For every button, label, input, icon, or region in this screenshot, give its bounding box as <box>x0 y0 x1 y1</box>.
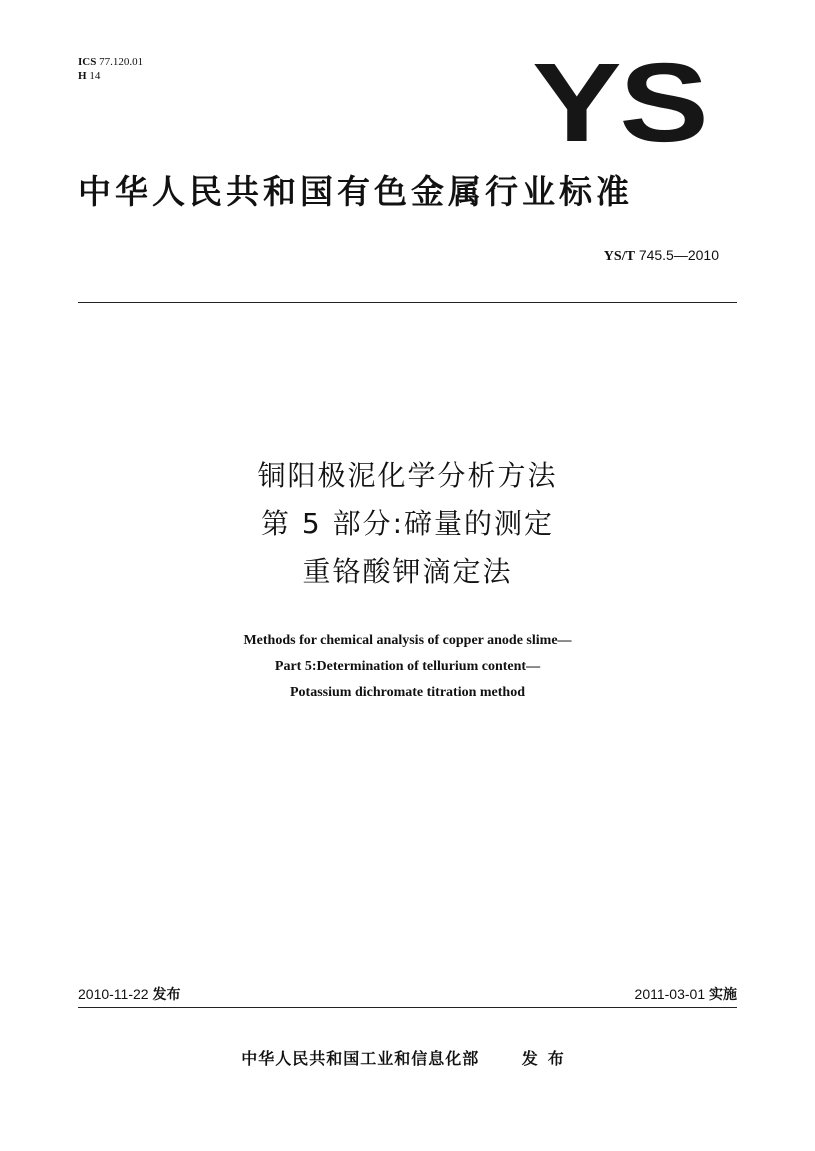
publisher-name: 中华人民共和国工业和信息化部 <box>241 1049 480 1068</box>
ics-value: 77.120.01 <box>99 56 144 68</box>
chinese-title-line: 铜阳极泥化学分析方法 <box>257 459 558 492</box>
classification-codes <box>78 55 143 83</box>
industry-standard-title: 中华人民共和国有色金属行业标准 <box>78 172 633 211</box>
issue-label: 发布 <box>152 987 181 1003</box>
english-title <box>0 628 815 706</box>
standard-prefix: YS/T <box>603 249 635 264</box>
english-title-line: Part 5:Determination of tellurium content— <box>274 659 541 674</box>
standard-code: 745.5—2010 <box>638 247 719 263</box>
issue-date-value: 2010-11-22 <box>78 986 149 1002</box>
standard-number <box>604 247 719 265</box>
ccs-label: H <box>78 70 87 82</box>
ics-code <box>78 55 143 69</box>
ccs-value: 14 <box>89 70 101 82</box>
issue-date <box>78 984 180 1004</box>
english-title-line: Potassium dichromate titration method <box>290 685 525 700</box>
chinese-title-line: 重铬酸钾滴定法 <box>302 555 513 588</box>
implementation-label: 实施 <box>709 987 737 1003</box>
footer-divider <box>78 1007 737 1008</box>
ccs-code <box>78 69 143 83</box>
publisher-action: 发布 <box>521 1049 574 1068</box>
publisher <box>0 1046 815 1069</box>
chinese-title <box>0 452 815 596</box>
implementation-date <box>635 984 737 1004</box>
chinese-title-line: 第 5 部分:碲量的测定 <box>260 507 555 540</box>
ys-logo: YS <box>532 40 707 165</box>
english-title-line: Methods for chemical analysis of copper anode slime— <box>243 633 572 648</box>
header-divider <box>78 302 737 303</box>
ics-label: ICS <box>78 56 97 68</box>
implementation-date-value: 2011-03-01 <box>634 986 706 1002</box>
